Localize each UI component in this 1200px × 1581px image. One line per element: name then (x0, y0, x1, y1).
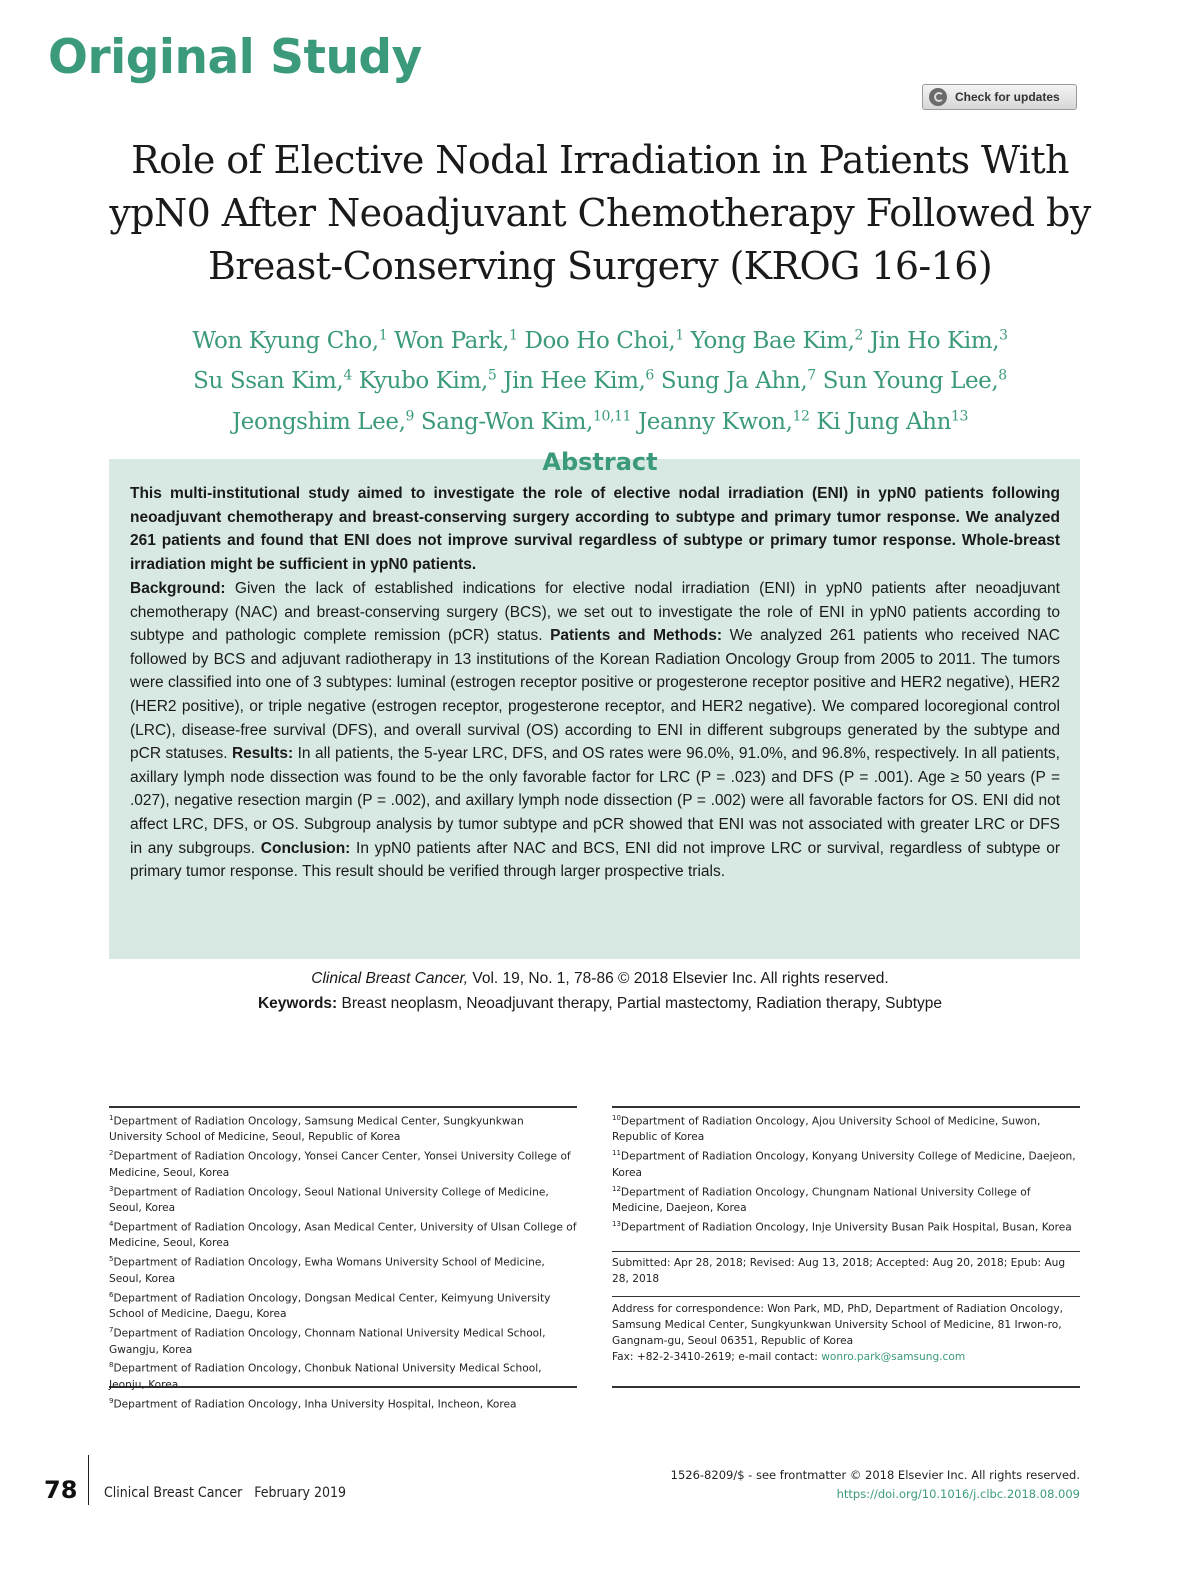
citation-rest: Vol. 19, No. 1, 78-86 © 2018 Elsevier Inc. All rights reserved. (468, 970, 889, 987)
correspondence-contact: Fax: +82-2-3410-2619; e-mail contact: wonro.park@samsung.com (612, 1350, 966, 1363)
author: Jeanny Kwon,$^{12}$ (637, 408, 810, 435)
affiliation: $^{11}$Department of Radiation Oncology, Konyang University College of Medicine, Daejeon, Korea (612, 1149, 1076, 1179)
affiliations-left (109, 1111, 579, 1413)
email-link[interactable]: wonro.park@samsung.com (821, 1350, 966, 1363)
footnote-rule-address (612, 1296, 1080, 1297)
refresh-icon (929, 88, 947, 106)
author: Won Kyung Cho,$^1$ (192, 327, 388, 354)
doi-link[interactable]: https://doi.org/10.1016/j.clbc.2018.08.009 (836, 1487, 1080, 1501)
keywords-label: Keywords: (257, 995, 338, 1012)
author-list (100, 318, 1100, 440)
section-label: Original Study (48, 30, 422, 85)
author: Doo Ho Choi,$^1$ (524, 327, 684, 354)
author: Yong Bae Kim,$^2$ (690, 327, 864, 354)
citation-line (0, 970, 1200, 988)
footnote-rule-right-bottom (612, 1386, 1080, 1388)
check-updates-button[interactable] (922, 84, 1077, 110)
author: Jin Hee Kim,$^6$ (503, 367, 654, 395)
affiliation: $^7$Department of Radiation Oncology, Chonnam National University Medical School, Gwangju, Korea (109, 1326, 546, 1356)
affiliation: $^9$Department of Radiation Oncology, Inha University Hospital, Incheon, Korea (109, 1396, 517, 1411)
correspondence-address: Address for correspondence: Won Park, MD, PhD, Department of Radiation Oncology, Samsung Medical Center, Sungkyunkwan University School of Medicine, 81 Irwon-ro, Gangnam-gu, Seoul 06351, Republic of Korea (612, 1303, 1063, 1347)
results-label: Results: (231, 745, 294, 763)
author: Jeongshim Lee,$^9$ (231, 408, 414, 435)
affiliation: $^4$Department of Radiation Oncology, Asan Medical Center, University of Ulsan College of Medicine, Seoul, Korea (109, 1220, 577, 1250)
submission-dates: Submitted: Apr 28, 2018; Revised: Aug 13, 2018; Accepted: Aug 20, 2018; Epub: Aug 28, 2018 (612, 1257, 1066, 1285)
author: Won Park,$^1$ (394, 327, 518, 354)
check-updates-label: Check for updates (955, 90, 1060, 104)
author: Jin Ho Kim,$^3$ (869, 327, 1008, 354)
affiliation: $^{12}$Department of Radiation Oncology, Chungnam National University College of Medicine, Daejeon, Korea (612, 1184, 1031, 1215)
article-title: Role of Elective Nodal Irradiation in Patients With ypN0 After Neoadjuvant Chemotherapy Followed by Breast-Conserving Surgery (KROG 16-16) (109, 138, 1091, 288)
author: Su Ssan Kim,$^4$ (193, 367, 352, 395)
conclusion-text: In ypN0 patients after NAC and BCS, ENI did not improve LRC or survival, regardless of subtype or primary tumor response. This result should be verified through larger prospective trials. (130, 839, 1060, 881)
conclusion-label: Conclusion: (260, 839, 351, 857)
affiliation: $^5$Department of Radiation Oncology, Ewha Womans University School of Medicine, Seoul, Korea (109, 1255, 545, 1285)
author: Kyubo Kim,$^5$ (358, 367, 497, 395)
author: Sang-Won Kim,$^{10,11}$ (420, 408, 632, 435)
affiliation: $^{13}$Department of Radiation Oncology, Inje University Busan Paik Hospital, Busan, Korea (612, 1220, 1072, 1234)
author: Ki Jung Ahn$^{13}$ (816, 408, 969, 435)
keywords-text: Breast neoplasm, Neoadjuvant therapy, Partial mastectomy, Radiation therapy, Subtype (337, 995, 943, 1012)
affiliation: $^1$Department of Radiation Oncology, Samsung Medical Center, Sungkyunkwan University School of Medicine, Seoul, Republic of Korea (109, 1114, 524, 1144)
background-label: Background: (130, 580, 226, 597)
keywords-line (0, 995, 1200, 1013)
footnote-rule-dates (612, 1251, 1080, 1252)
footer-journal: Clinical Breast Cancer February 2019 (104, 1485, 347, 1501)
footer-copyright: 1526-8209/$ - see frontmatter © 2018 Elsevier Inc. All rights reserved. (670, 1468, 1080, 1482)
methods-text: We analyzed 261 patients who received NAC followed by BCS and adjuvant radiotherapy in 13 institutions of the Korean Radiation Oncology Group from 2005 to 2011. The tumors were classified into one of 3 subtypes: luminal (estrogen receptor positive or progesterone receptor positive and HER2 negative), HER2 (HER2 positive), or triple negative (estrogen receptor, progesterone receptor, and HER2 negative). We compared locoregional control (LRC), disease-free survival (DFS), and overall survival (OS) according to ENI in different subgroups generated by the subtype and pCR statuses. (130, 627, 1060, 763)
author: Sung Ja Ahn,$^7$ (660, 367, 816, 395)
citation-journal: Clinical Breast Cancer, (311, 970, 469, 987)
affiliation: $^{10}$Department of Radiation Oncology, Ajou University School of Medicine, Suwon, Republic of Korea (612, 1114, 1041, 1144)
abstract-body (130, 577, 1060, 884)
footer-divider (88, 1455, 89, 1505)
affiliation: $^6$Department of Radiation Oncology, Dongsan Medical Center, Keimyung University School of Medicine, Daegu, Korea (109, 1290, 551, 1321)
results-text: In all patients, the 5-year LRC, DFS, and OS rates were 96.0%, 91.0%, and 96.8%, respectively. In all patients, axillary lymph node dissection was found to be the only favorable factor for LRC (P = .023) and DFS (P = .001). Age ≥ 50 years (P = .027), negative resection margin (P = .002), and axillary lymph node dissection (P = .002) were all favorable factors for OS. ENI did not affect LRC, DFS, or OS. Subgroup analysis by tumor subtype and pCR showed that ENI was not associated with greater LRC or DFS in any subgroups. (130, 745, 1060, 857)
background-text: Given the lack of established indications for elective nodal irradiation (ENI) in ypN0 patients after neoadjuvant chemotherapy (NAC) and breast-conserving surgery (BCS), we set out to investigate the role of ENI in ypN0 patients according to subtype and pathologic complete remission (pCR) status. (130, 580, 1060, 645)
footnote-rule-left (109, 1106, 577, 1108)
author: Sun Young Lee,$^8$ (822, 367, 1007, 395)
footnote-rule-right (612, 1106, 1080, 1108)
affiliation: $^8$Department of Radiation Oncology, Chonbuk National University Medical School, Jeonju, Korea (109, 1361, 542, 1391)
methods-label: Patients and Methods: (550, 627, 722, 645)
affiliation: $^2$Department of Radiation Oncology, Yonsei Cancer Center, Yonsei University College of Medicine, Seoul, Korea (109, 1149, 571, 1179)
page-number: 78 (44, 1476, 78, 1504)
abstract-heading: Abstract (542, 448, 658, 476)
affiliation: $^3$Department of Radiation Oncology, Seoul National University College of Medicine, Seoul, Korea (109, 1184, 549, 1215)
affiliations-right (612, 1111, 1082, 1236)
correspondence (612, 1302, 1082, 1366)
abstract-summary: This multi-institutional study aimed to investigate the role of elective nodal irradiation (ENI) in ypN0 patients following neoadjuvant chemotherapy and breast-conserving surgery according to subtype and primary tumor response. We analyzed 261 patients and found that ENI does not improve survival regardless of subtype or primary tumor response. Whole-breast irradiation might be sufficient in ypN0 patients. (130, 485, 1060, 573)
